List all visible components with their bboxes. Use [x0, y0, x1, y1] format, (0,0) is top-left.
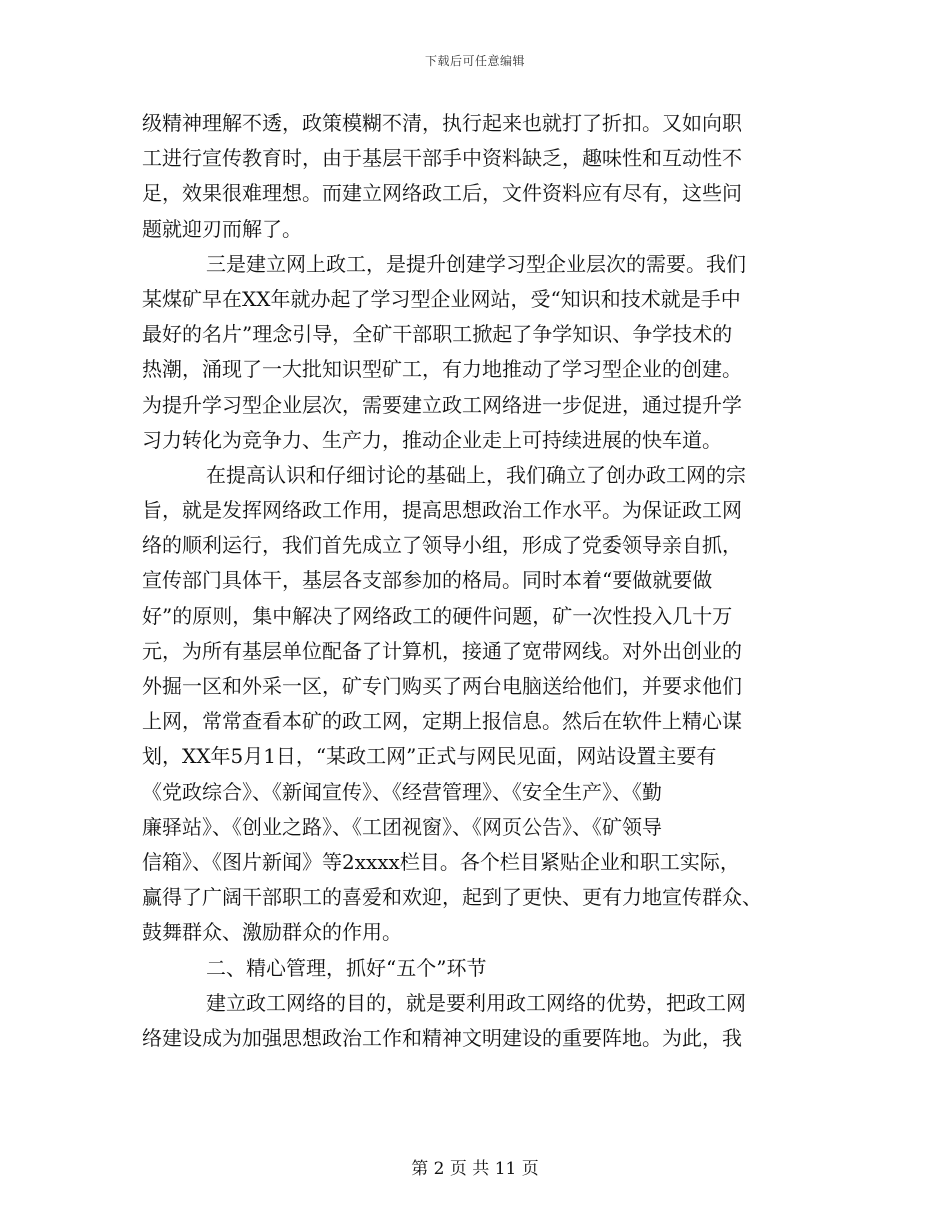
- text-line: 信箱》、《图片新闻》等2xxxx栏目。各个栏目紧贴企业和职工实际，: [142, 849, 740, 874]
- text-line: 二、精心管理，抓好“五个”环节: [206, 955, 487, 980]
- text-line: 《党政综合》、《新闻宣传》、《经营管理》、《安全生产》、《勤: [142, 779, 662, 804]
- text-line: 习力转化为竞争力、生产力，推动企业走上可持续进展的快车道。: [142, 427, 722, 452]
- text-line: 宣传部门具体干，基层各支部参加的格局。同时本着“要做就要做: [142, 568, 713, 593]
- text-line: 建立政工网络的目的，就是要利用政工网络的优势，把政工网: [206, 990, 746, 1015]
- text-line: 外掘一区和外采一区，矿专门购买了两台电脑送给他们，并要求他们: [142, 674, 742, 698]
- text-line: 廉驿站》、《创业之路》、《工团视窗》、《网页公告》、《矿领导: [142, 814, 662, 839]
- text-line: 络建设成为加强思想政治工作和精神文明建设的重要阵地。为此，我: [142, 1025, 742, 1050]
- text-line: 元，为所有基层单位配备了计算机，接通了宽带网线。对外出创业的: [142, 638, 742, 663]
- text-line: 最好的名片”理念引导，全矿干部职工掀起了争学知识、争学技术的: [142, 322, 733, 347]
- text-line: 足，效果很难理想。而建立网络政工后，文件资料应有尽有，这些问: [142, 181, 742, 206]
- text-line: 上网，常常查看本矿的政工网，定期上报信息。然后在软件上精心谋: [142, 709, 742, 734]
- text-line: 络的顺利运行，我们首先成立了领导小组，形成了党委领导亲自抓，: [142, 533, 742, 558]
- text-line: 题就迎刃而解了。: [142, 216, 302, 241]
- page-footer: 第 2 页 共 11 页: [411, 1159, 539, 1179]
- text-line: 好”的原则，集中解决了网络政工的硬件问题，矿一次性投入几十万: [142, 603, 733, 628]
- text-line: 某煤矿早在XX年就办起了学习型企业网站，受“知识和技术就是手中: [142, 286, 741, 311]
- text-line: 三是建立网上政工，是提升创建学习型企业层次的需要。我们: [206, 251, 746, 276]
- text-line: 在提高认识和仔细讨论的基础上，我们确立了创办政工网的宗: [206, 462, 746, 487]
- page-header: 下载后可任意编辑: [424, 54, 525, 68]
- text-line: 为提升学习型企业层次，需要建立政工网络进一步促进，通过提升学: [142, 392, 742, 417]
- text-line: 旨，就是发挥网络政工作用，提高思想政治工作水平。为保证政工网: [142, 498, 742, 523]
- text-line: 划，XX年5月1日，“某政工网”正式与网民见面，网站设置主要有: [142, 744, 717, 769]
- text-line: 鼓舞群众、激励群众的作用。: [142, 920, 402, 945]
- text-line: 赢得了广阔干部职工的喜爱和欢迎，起到了更快、更有力地宣传群众、: [142, 885, 762, 910]
- text-line: 工进行宣传教育时，由于基层干部手中资料缺乏，趣味性和互动性不: [142, 146, 742, 171]
- document-body: [142, 106, 812, 1056]
- text-line: 级精神理解不透，政策模糊不清，执行起来也就打了折扣。又如向职: [142, 111, 742, 135]
- text-line: 热潮，涌现了一大批知识型矿工，有力地推动了学习型企业的创建。: [142, 357, 742, 382]
